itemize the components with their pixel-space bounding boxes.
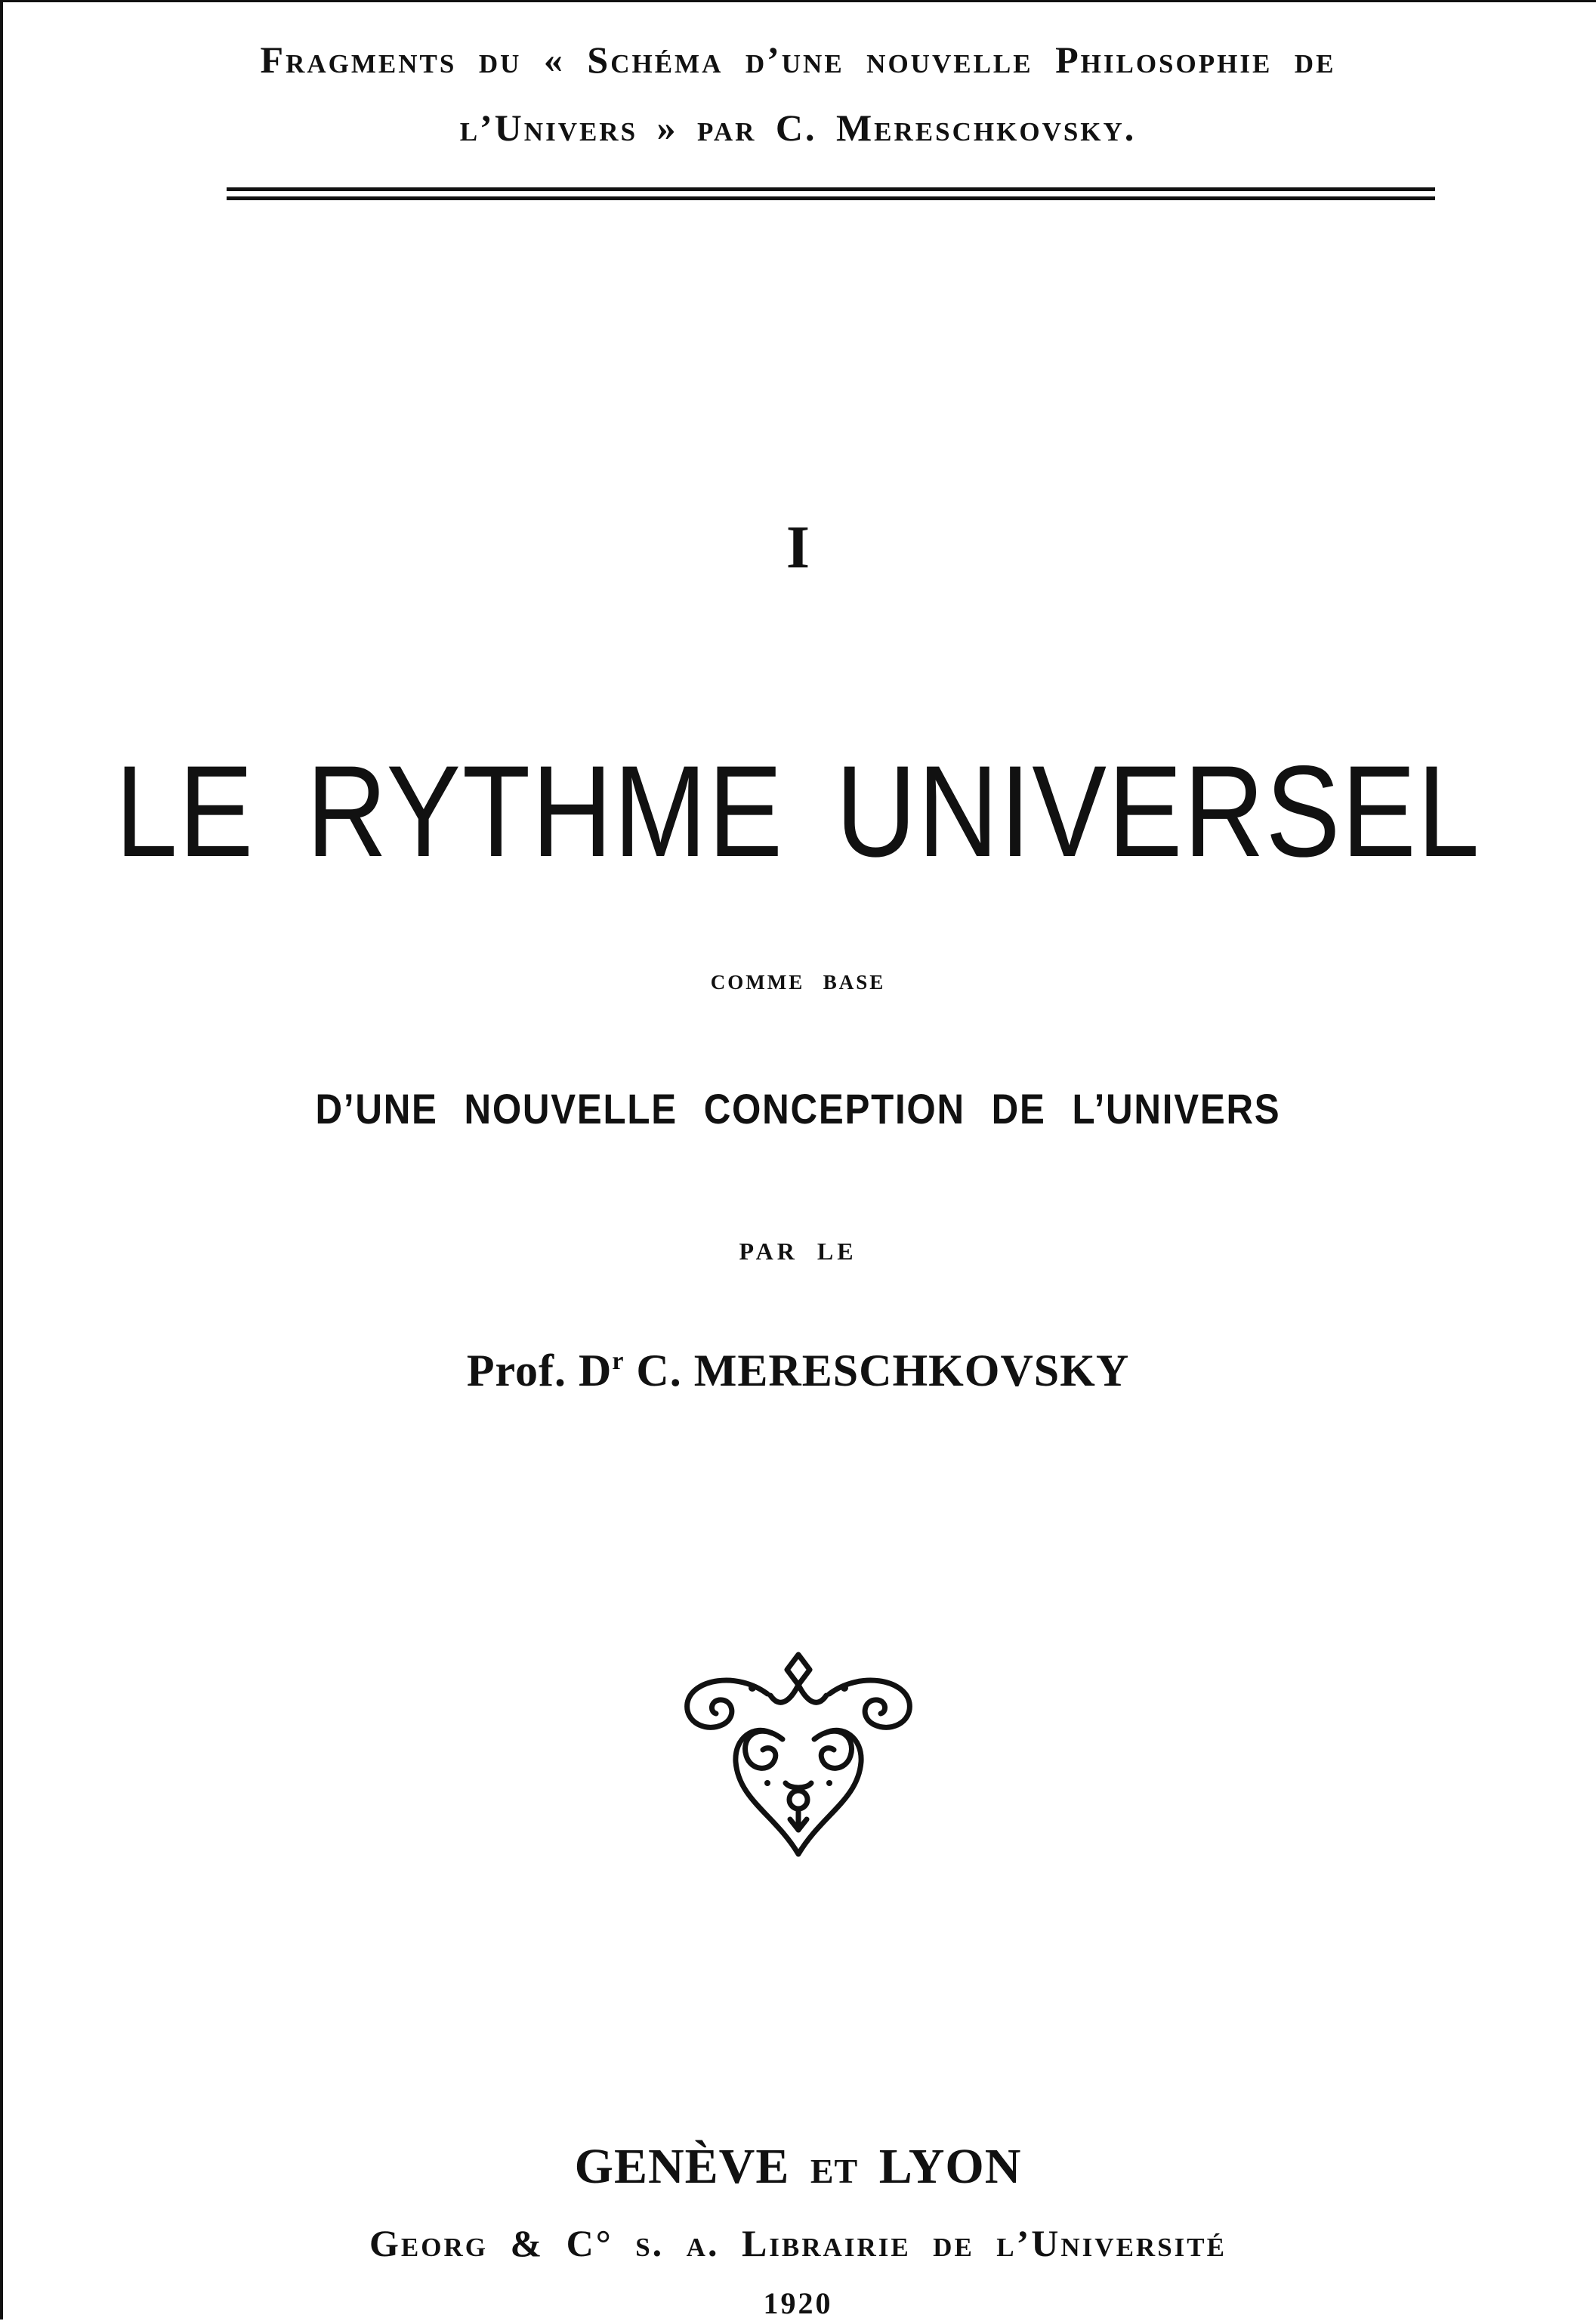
- main-title: LE RYTHME UNIVERSEL: [115, 739, 1481, 884]
- author-superscript: r: [612, 1347, 625, 1375]
- imprint-city-2: LYON: [878, 2139, 1022, 2194]
- series-title-line-2: l’Univers » par C. Mereschkovsky.: [459, 107, 1137, 149]
- imprint-city-1: GENÈVE: [574, 2139, 790, 2194]
- byline: PAR LE: [739, 1238, 857, 1265]
- subtitle-line-1: comme base: [710, 964, 886, 996]
- page-edge-left: [0, 0, 3, 2319]
- imprint-place: [0, 2138, 1596, 2196]
- imprint-year: 1920: [763, 2286, 833, 2320]
- fleuron-icon: [677, 1649, 920, 1860]
- author-surname: C. MERESCHKOVSKY: [636, 1346, 1130, 1395]
- subtitle-line-2: D’UNE NOUVELLE CONCEPTION DE L’UNIVERS: [315, 1085, 1281, 1133]
- volume-number: I: [786, 515, 810, 581]
- imprint-conjunction: et: [810, 2139, 859, 2194]
- double-rule-bottom: [227, 196, 1435, 200]
- imprint-publisher: Georg & C° s. a. Librairie de l’Université: [369, 2222, 1227, 2264]
- series-title-line-1: Fragments du « Schéma d’une nouvelle Philosophie de: [260, 39, 1336, 81]
- page-edge-top: [0, 0, 1596, 2]
- author-prefix: Prof. D: [466, 1346, 613, 1395]
- author-name: [0, 1345, 1596, 1397]
- double-rule-top: [227, 187, 1435, 191]
